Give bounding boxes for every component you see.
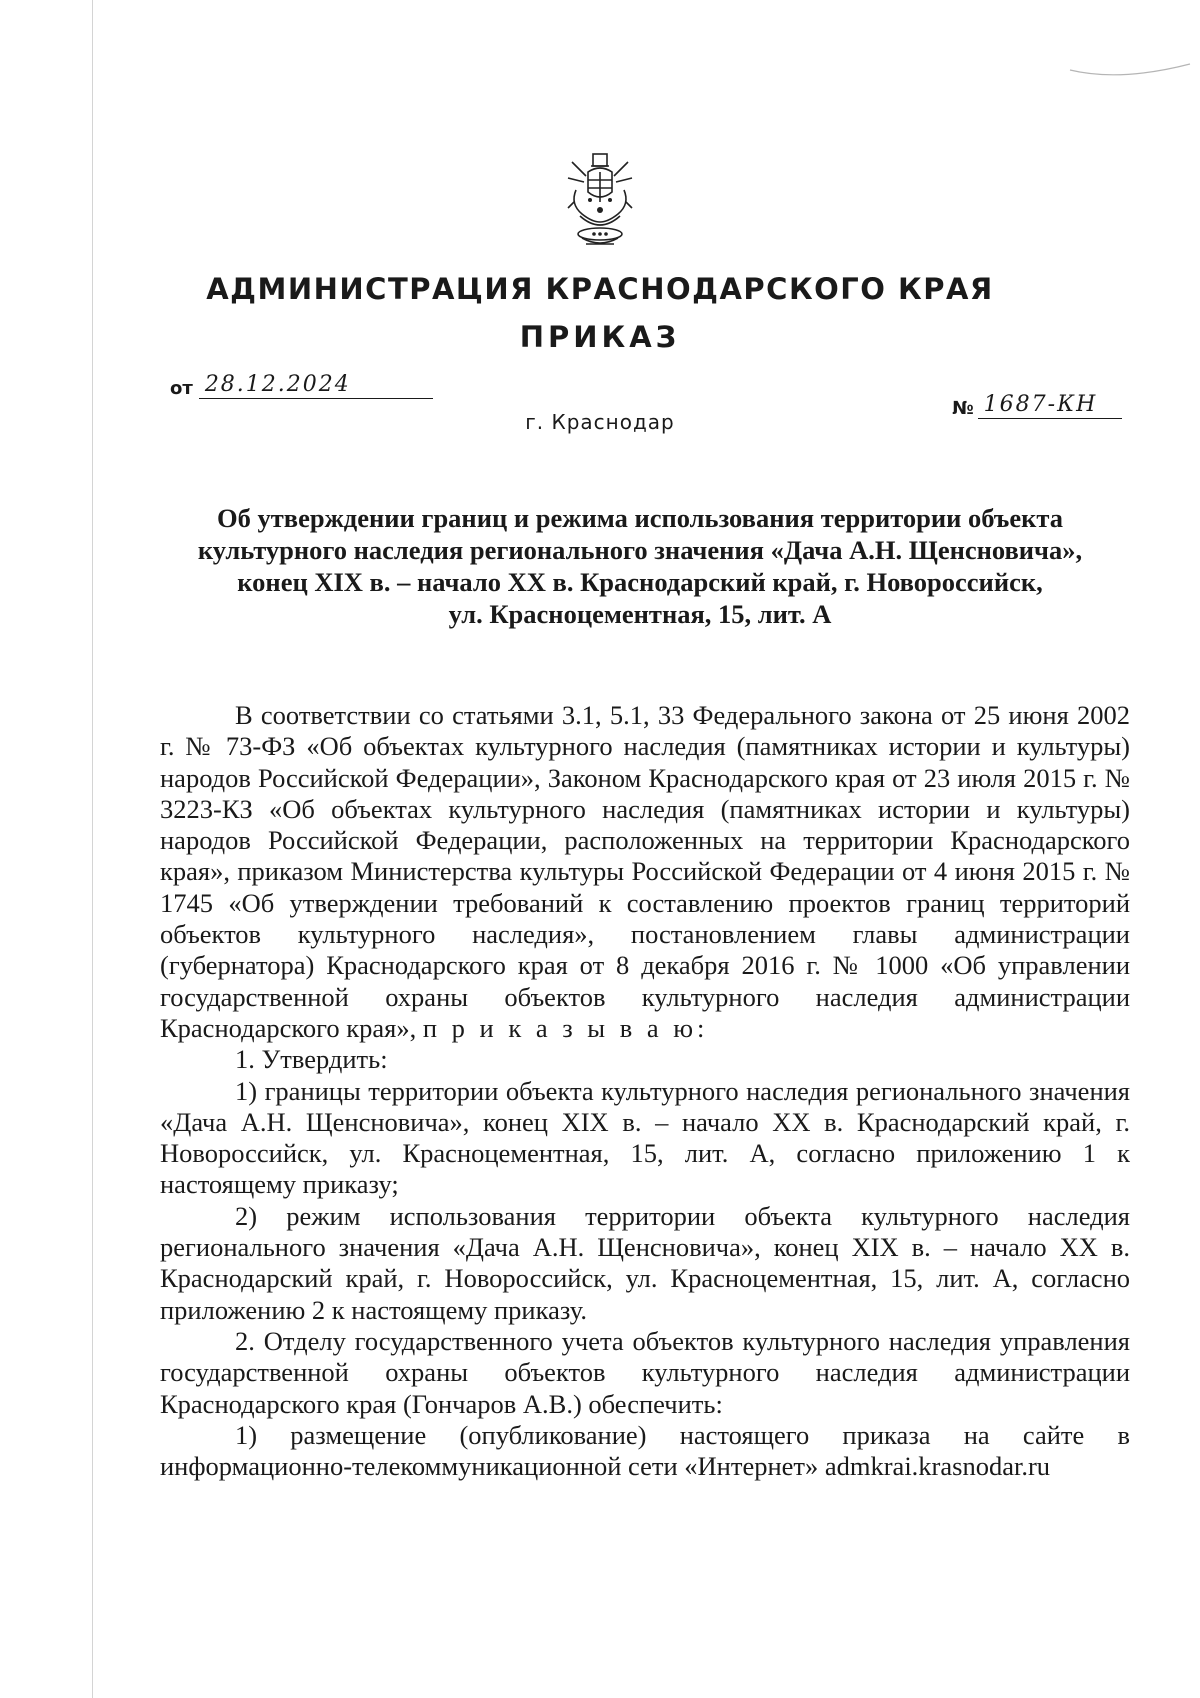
subject-line: конец XIX в. – начало XX в. Краснодарский край, г. Новороссийск, xyxy=(237,567,1043,597)
krasnodar-coat-of-arms-icon xyxy=(560,150,640,250)
document-type-title: ПРИКАЗ xyxy=(519,320,681,354)
body-item: 1) границы территории объекта культурного наследия регионального значения «Дача А.Н. Щенсновича», конец XIX в. – начало XX в. Краснодарский край, г. Новороссийск, ул. Красноцементная, 15, лит. А, согласно приложению 1 к настоящему приказу; xyxy=(160,1075,1130,1200)
preamble-text: В соответствии со статьями 3.1, 5.1, 33 Федерального закона от 25 июня 2002 г. № 73-ФЗ «Об объектах культурного наследия (памятниках истории и культуры) народов Российской Федерации», Законом Краснодарского края от 23 июля 2015 г. № 3223-КЗ «Об объектах культурного наследия (памятниках истории и культуры) народов Российской Федерации, расположенных на территории Краснодарского края», приказом Министерства культуры Российской Федерации от 4 июня 2015 г. № 1745 «Об утверждении требований к составлению проектов границ территорий объектов культурного наследия», постановлением главы администрации (губернатора) Краснодарского края от 8 декабря 2016 г. № 1000 «Об управлении государственной охраны объектов культурного наследия администрации Краснодарского края», xyxy=(160,700,1130,1043)
date-prefix: от xyxy=(170,378,193,399)
preamble-paragraph xyxy=(160,700,1130,1044)
subject-line: Об утверждении границ и режима использования территории объекта xyxy=(217,503,1063,533)
scan-artifact-stroke xyxy=(1060,60,1200,90)
handwritten-number: 1687-КН xyxy=(978,392,1122,419)
number-prefix: № xyxy=(952,398,974,419)
organization-title: АДМИНИСТРАЦИЯ КРАСНОДАРСКОГО КРАЯ xyxy=(206,272,994,306)
body-item: 2. Отделу государственного учета объектов культурного наследия управления государственной охраны объектов культурного наследия администрации Краснодарского края (Гончаров А.В.) обеспечить: xyxy=(160,1325,1130,1419)
date-field xyxy=(170,372,433,399)
body-item: 1. Утвердить: xyxy=(235,1044,388,1075)
handwritten-date: 28.12.2024 xyxy=(199,372,433,399)
scan-edge-line xyxy=(92,0,93,1698)
document-body xyxy=(160,700,1130,1482)
body-item: 1) размещение (опубликование) настоящего приказа на сайте в информационно-телекоммуникационной сети «Интернет» admkrai.krasnodar.ru xyxy=(160,1419,1130,1482)
order-word: п р и к а з ы в а ю: xyxy=(422,1012,709,1043)
body-item: 2) режим использования территории объекта культурного наследия регионального значения «Дача А.Н. Щенсновича», конец XIX в. – начало XX в. Краснодарский край, г. Новороссийск, ул. Красноцементная, 15, лит. А, согласно приложению 2 к настоящему приказу. xyxy=(160,1200,1130,1325)
subject-line: культурного наследия регионального значения «Дача А.Н. Щенсновича», xyxy=(197,535,1083,565)
city-line: г. Краснодар xyxy=(525,410,675,434)
subject-line: ул. Красноцементная, 15, лит. А xyxy=(448,599,832,629)
document-subject xyxy=(170,502,1110,630)
